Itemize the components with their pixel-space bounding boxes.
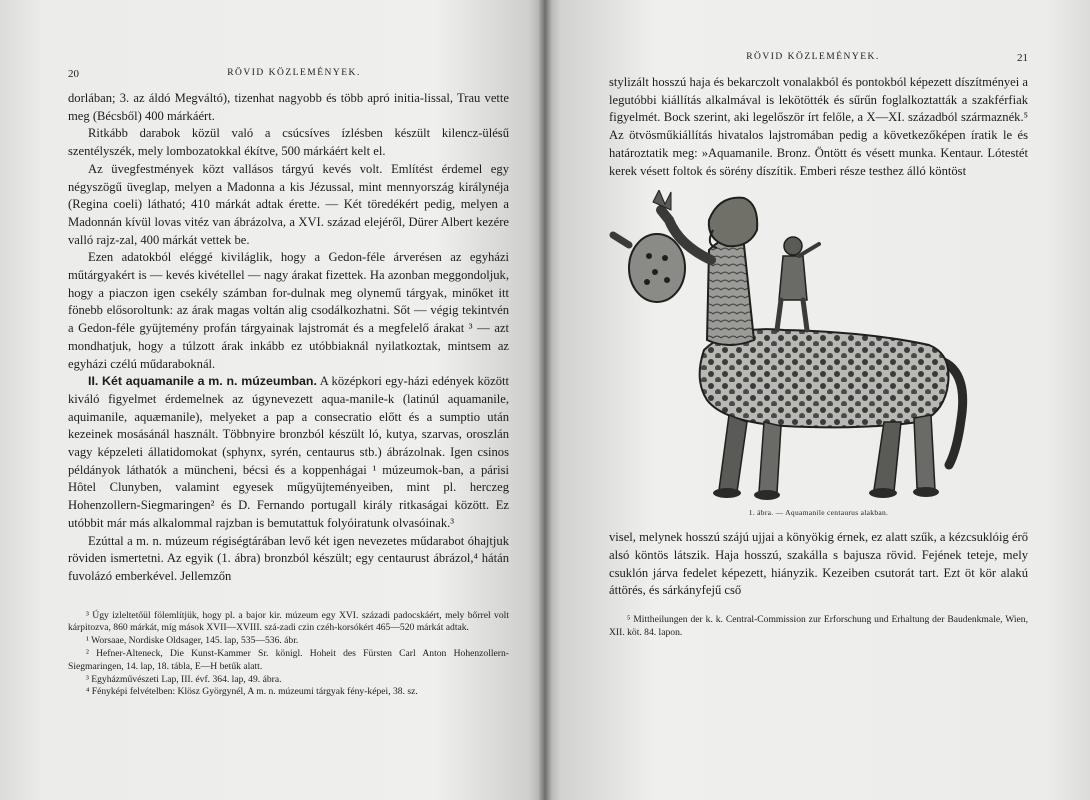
right-page-number: 21 xyxy=(1016,52,1028,64)
footnote: ⁴ Fényképi felvételben: Klösz Györgynél, A m. n. múzeumi tárgyak fény-képei, 38. sz. xyxy=(86,686,418,698)
section-paragraph xyxy=(68,373,509,532)
paragraph: stylizált hosszú haja és bekarczolt vonalakból és pontokból képezett díszítményei a legutóbbi kiállítás alkalmával is lekötötték és sűrűn foglalkoztatták a szakférfiak figyelmét. Bock szerint, aki legelőször írt felőle, a X—XI. századból származnék.⁵ Az ötvösműkiállítás hivatalos lajstromában pedig a következőképen íratik le és határoztatik meg: »Aquamanile. Bronz. Öntött és vésett munka. Kentaur. Lótestét kerek vésett foltok és sörény díszítik. Emberi része testhez álló köntöst xyxy=(609,75,1028,178)
left-running-header xyxy=(68,68,509,80)
footnote: ² Hefner-Alteneck, Die Kunst-Kammer Sr. königl. Hoheit des Fürsten Carl Anton Hohenzollern-Siegmaringen, 14. lap, 18. tábla, E—H betűk alatt. xyxy=(68,648,509,672)
right-running-head: RÖVID KÖZLEMÉNYEK. xyxy=(746,52,880,62)
left-footnotes xyxy=(68,610,509,700)
book-gutter xyxy=(538,0,552,800)
figure-caption: 1. ábra. — Aquamanile centaurus alakban. xyxy=(748,508,889,518)
footnote: ³ Úgy izleltetőül fölemlítjük, hogy pl. a bajor kir. múzeum egy XVI. századi padocskáért, mely bőrrel volt kárpitozva, 860 márkát, míg mások XVII—XVIII. szá-zadi czin czéh-korsókért 465—520 márkát adtak. xyxy=(68,609,509,634)
paragraph: Ezúttal a m. n. múzeum régiségtárában levő két igen nevezetes műdarabot óhajtjuk röviden ismertetni. Az egyik (1. ábra) bronzból készült; egy centaurust ábrázol,⁴ hátán fuvolázó emberkével. Jellemzőn xyxy=(68,533,509,583)
section-heading: II. Két aquamanile a m. n. múzeumban. xyxy=(88,374,317,389)
left-running-head: RÖVID KÖZLEMÉNYEK. xyxy=(227,68,361,78)
right-page xyxy=(545,0,1090,800)
footnote: ⁵ Mittheilungen der k. k. Central-Commission zur Erforschung und Erhaltung der Baudenkmale, Wien, XII. köt. 84. lapon. xyxy=(609,614,1028,638)
left-page-number: 20 xyxy=(68,68,79,80)
paragraph: Ezen adatokból eléggé kiviláglik, hogy a Gedon-féle árverésen az egyházi műtárgyakért is — kevés kivétellel — nagy árakat fizettek. Ha azonban meggondoljuk, hogy a piaczon igen csekély számban for-dulnak meg olynemű tárgyak, minőket itt fönebb elősoroltunk: az árak magas voltán alig csodálkozhatni. Sőt — végig tekintvén a Gedon-féle gyüjtemény profán tárgyainak lajstromát és a megfelelő árakat ³ — azt mondhatjuk, hogy a túlzott árak inkább ez utóbbiaknál nyilatkoztak, mintsem az egyházi czélú műdaraboknál. xyxy=(68,250,509,371)
paragraph: Ritkább darabok közül való a csúcsíves ízlésben készült kilencz-ülésű szentélyszék, mely lombozatokkal ékítve, 500 márkáért kelt el. xyxy=(68,126,509,159)
right-body-text-bottom xyxy=(609,529,1028,600)
paragraph: Az üvegfestmények közt vallásos tárgyú kevés volt. Említést érdemel egy négyszögű üveglap, melyen a Madonna a kis Jézussal, mint mennyország királynéja (Regina coeli) látható; 410 márkát adtak érette. — Két töredékért pedig, melyen a Madonnán kívül lovas vitéz van ábrázolva, a XVI. század elejéről, Dürer Albert kezére valló rajz-zal, 400 márkát vettek be. xyxy=(68,161,509,247)
right-body-text-top xyxy=(609,74,1028,180)
section-paragraph-text: A középkori egy-házi edények között kiváló figyelmet érdemelnek az úgynevezett aqua-manile-k (latinúl aquamanile, aquimanile, aquæmanile), melyeket a pap a consecratio előtt és a sumptio után kezeinek mosásánál használt. Többnyire bronzból készült ló, kutya, szarvas, oroszlán vagy képzeleti állatidomokat (sphynx, syrén, centaurus stb.) ábrázolnak. Igen csinos példányok láthatók a müncheni, bécsi és a koppenhágai ¹ múzeumok-ban, a párisi Hôtel Clunyben, valamint egyesek műgyüjteményeiben, mint pl. herczeg Hohenzollern-Siegmaringen² és D. Fernando portugall király ritkaságai között. Ez utóbbit már más alkalommal rajzban is bemutattuk folyóiratunk olvasóinak.³ xyxy=(68,374,509,530)
left-body-text xyxy=(68,90,509,586)
paragraph: visel, melynek hosszú szájú ujjai a könyökig érnek, ez alatt szűk, a kézcsuklóig érő alsó köntös látszik. Haja hosszú, szakálla s bajusza rövid. Fejének teteje, mely csuklón járva fedelet képezett, hiányzik. Kezeiben csutorát tart. Ezt öt kör alakú áttörés, és sárkányfejű cső xyxy=(609,530,1028,598)
paragraph: dorlában; 3. az áldó Megváltó), tizenhat nagyobb és több apró initia-lissal, Trau vette meg (Bécsből) 400 márkáért. xyxy=(68,91,509,123)
centaur-aquamanile-illustration xyxy=(609,190,1028,506)
right-running-header xyxy=(609,52,1028,64)
aquamanile-figure xyxy=(609,190,1028,506)
footnote: ³ Egyházművészeti Lap, III. évf. 364. lap, 49. ábra. xyxy=(86,673,282,685)
right-footnotes xyxy=(609,614,1028,640)
footnote: ¹ Worsaae, Nordiske Oldsager, 145. lap, 535—536. ábr. xyxy=(86,635,299,647)
